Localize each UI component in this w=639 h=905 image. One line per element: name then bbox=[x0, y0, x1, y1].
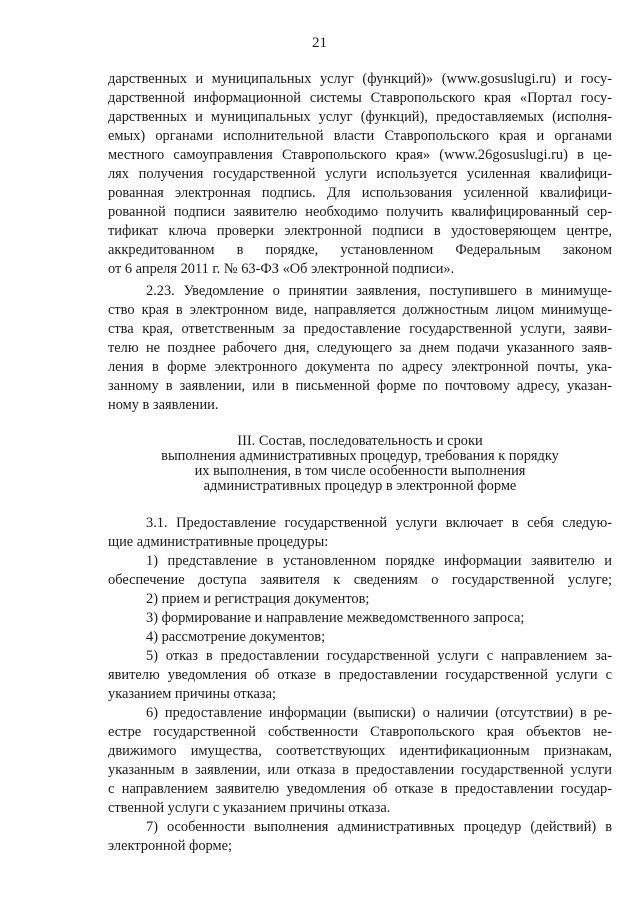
text-line: телю не позднее рабочего дня, следующего за днем подачи указанного заяв- bbox=[108, 340, 612, 356]
text-line: ства края, ответственным за предоставление государственной услуги, заяви- bbox=[108, 321, 612, 337]
text-line: естре государственной собственности Ставропольского края объектов не- bbox=[108, 724, 612, 740]
text-line: электронной форме; bbox=[108, 838, 233, 854]
text-line: движимого имущества, соответствующих идентификационным признакам, bbox=[108, 743, 612, 759]
text-line: щие административные процедуры: bbox=[108, 534, 329, 550]
section-heading-line: выполнения административных процедур, требования к порядку bbox=[161, 448, 559, 464]
text-line: тификат ключа проверки электронной подписи в удостоверяющем центре, bbox=[108, 223, 612, 239]
text-line: лях получения государственной услуги используется усиленная квалифици- bbox=[108, 166, 612, 182]
text-line: аккредитованном в порядке, установленном Федеральным законом bbox=[108, 242, 612, 258]
list-item-6: 6) предоставление информации (выписки) о наличии (отсутствии) в ре- bbox=[146, 705, 612, 721]
text-line: указанным в заявлении, или отказа в предоставлении государственной услуги bbox=[108, 762, 612, 778]
text-line: указанием причины отказа; bbox=[108, 686, 276, 702]
text-line: ственной услуги с указанием причины отказа. bbox=[108, 800, 391, 816]
text-line: ство края в электронном виде, направляется должностным лицом минимуще- bbox=[108, 302, 612, 318]
list-item-7: 7) особенности выполнения административных процедур (действий) в bbox=[146, 819, 612, 835]
section-heading-line: их выполнения, в том числе особенности выполнения bbox=[194, 463, 526, 479]
text-line: обеспечение доступа заявителя к сведениям о государственной услуге; bbox=[108, 572, 612, 588]
list-item-5: 5) отказ в предоставлении государственной услуги с направлением за- bbox=[146, 648, 612, 664]
text-line: явителю уведомления об отказе в предоставлении государственной услуги с bbox=[108, 667, 612, 683]
list-item-4: 4) рассмотрение документов; bbox=[146, 629, 326, 645]
text-line: дарственных и муниципальных услуг (функций)» (www.gosuslugi.ru) и госу- bbox=[108, 71, 612, 87]
list-item-3: 3) формирование и направление межведомственного запроса; bbox=[146, 610, 525, 626]
text-line: местного самоуправления Ставропольского края» (www.26gosuslugi.ru) в це- bbox=[108, 147, 612, 163]
text-line: емых) органами исполнительной власти Ставропольского края и органами bbox=[108, 128, 612, 144]
text-line: рованная электронная подпись. Для использования усиленной квалифици- bbox=[108, 185, 612, 201]
text-line: дарственных и муниципальных услуг (функций), предоставляемых (исполня- bbox=[108, 109, 612, 125]
page-number: 21 bbox=[312, 35, 327, 51]
section-heading-line: III. Состав, последовательность и сроки bbox=[237, 433, 483, 449]
text-line: ления в форме электронного документа по адресу электронной почты, ука- bbox=[108, 359, 612, 375]
paragraph-2-23-first-line: 2.23. Уведомление о принятии заявления, поступившего в минимуще- bbox=[146, 283, 612, 299]
section-heading-line: административных процедур в электронной форме bbox=[203, 478, 517, 494]
paragraph-3-1-first-line: 3.1. Предоставление государственной услуги включает в себя следую- bbox=[146, 515, 612, 531]
text-line: с направлением заявителю уведомления об отказе в предоставлении государ- bbox=[108, 781, 612, 797]
text-line: рованной подписи заявителю необходимо получить квалифицированный сер- bbox=[108, 204, 612, 220]
list-item-2: 2) прием и регистрация документов; bbox=[146, 591, 370, 607]
text-line: занному в заявлении, или в письменной форме по почтовому адресу, указан- bbox=[108, 378, 612, 394]
text-line: ному в заявлении. bbox=[108, 397, 219, 413]
text-line: дарственной информационной системы Ставропольского края «Портал госу- bbox=[108, 90, 612, 106]
text-line: от 6 апреля 2011 г. № 63-ФЗ «Об электронной подписи». bbox=[108, 261, 455, 277]
list-item-1: 1) представление в установленном порядке информации заявителю и bbox=[146, 553, 612, 569]
